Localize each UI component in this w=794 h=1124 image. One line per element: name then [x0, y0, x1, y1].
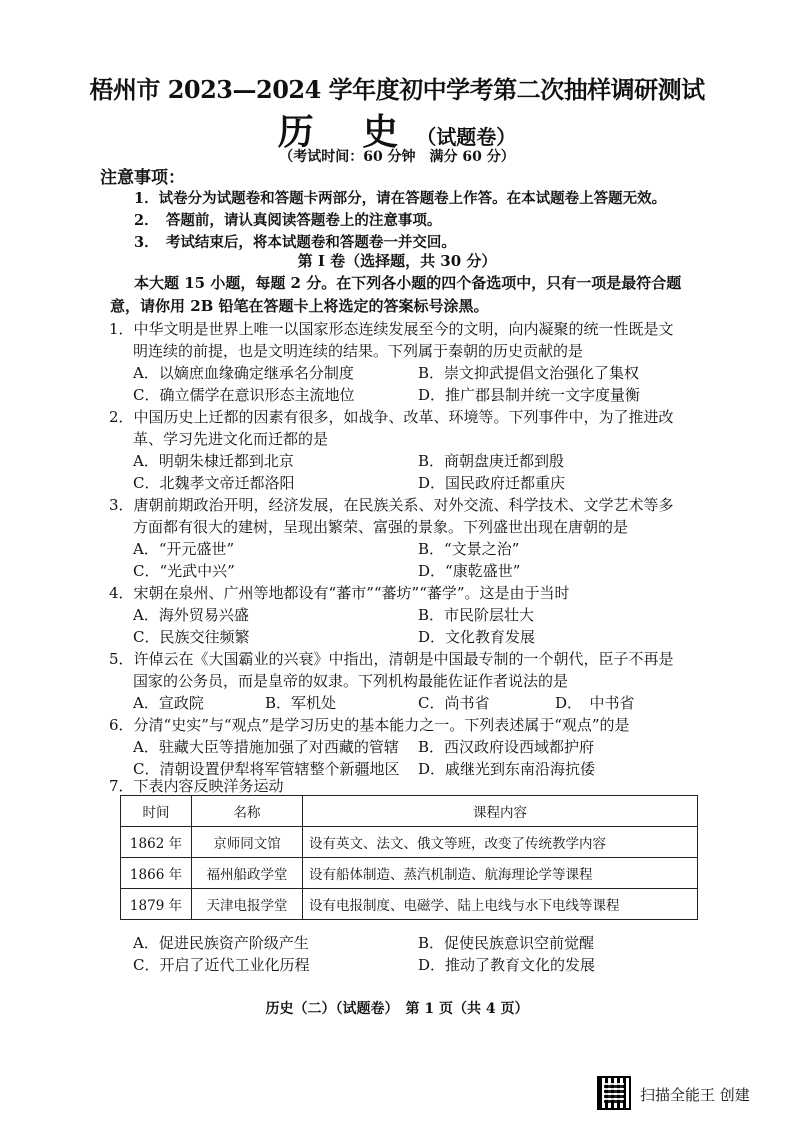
- option-c: C．清朝设置伊犁将军管辖整个新疆地区: [133, 760, 400, 778]
- table-cell: 1866 年: [121, 858, 192, 889]
- option-c: C．尚书省: [418, 694, 490, 712]
- option-c: C．“光武中兴”: [133, 562, 235, 580]
- table-cell: 1862 年: [121, 827, 192, 858]
- table-cell: 天津电报学堂: [192, 889, 303, 920]
- table-cell: 设有电报制度、电磁学、陆上电线与水下电线等课程: [303, 889, 698, 920]
- option-b: B．西汉政府设西域都护府: [418, 738, 595, 756]
- table-cell: 1879 年: [121, 889, 192, 920]
- option-a: A．“开元盛世”: [133, 540, 235, 558]
- option-b: B．促使民族意识空前觉醒: [418, 934, 595, 952]
- subject-name: 历 史: [277, 111, 417, 153]
- table-header-cell: 名称: [192, 796, 303, 827]
- page-footer: 历史（二）（试题卷） 第 1 页（共 4 页）: [265, 1001, 529, 1017]
- notice-item: 3． 考试结束后，将本试题卷和答题卷一并交回。: [134, 234, 456, 251]
- option-c: C．确立儒学在意识形态主流地位: [133, 386, 355, 404]
- option-b: B．商朝盘庚迁都到殷: [418, 452, 565, 470]
- option-d: D．戚继光到东南沿海抗倭: [418, 760, 596, 778]
- option-b: B．市民阶层壮大: [418, 606, 535, 624]
- option-d: D．推动了教育文化的发展: [418, 956, 596, 974]
- table-cell: 福州船政学堂: [192, 858, 303, 889]
- table-header-cell: 时间: [121, 796, 192, 827]
- table-row: [121, 827, 698, 858]
- question-stem: 国家的公务员，而是皇帝的奴隶。下列机构最能佐证作者说法的是: [133, 672, 569, 690]
- question-stem: 4．宋朝在泉州、广州等地都设有“蕃市”“蕃坊”“蕃学”。这是由于当时: [109, 584, 570, 602]
- question-stem: 2．中国历史上迁都的因素有很多，如战争、改革、环境等。下列事件中，为了推进改: [109, 408, 674, 426]
- option-b: B．“文景之治”: [418, 540, 520, 558]
- question-stem: 3．唐朝前期政治开明，经济发展，在民族关系、对外交流、科学技术、文学艺术等多: [109, 496, 674, 514]
- notice-item: 2． 答题前，请认真阅读答题卷上的注意事项。: [134, 212, 442, 229]
- question-stem: 7．下表内容反映洋务运动: [109, 777, 284, 795]
- westernization-table: [120, 795, 698, 920]
- question-stem: 6．分清“史实”与“观点”是学习历史的基本能力之一。下列表述属于“观点”的是: [109, 716, 630, 734]
- exam-title: 梧州市 2023—2024 学年度初中学考第二次抽样调研测试: [89, 75, 705, 104]
- table-cell: 设有船体制造、蒸汽机制造、航海理论学等课程: [303, 858, 698, 889]
- notice-item: 1．试卷分为试题卷和答题卡两部分，请在答题卷上作答。在本试题卷上答题无效。: [134, 190, 667, 207]
- notice-heading: 注意事项：: [100, 168, 185, 188]
- option-b: B．崇文抑武提倡文治强化了集权: [418, 364, 640, 382]
- question-stem: 方面都有很大的建树，呈现出繁荣、富强的景象。下列盛世出现在唐朝的是: [133, 518, 629, 536]
- subject-note: （试题卷）: [416, 125, 517, 149]
- table-cell: 设有英文、法文、俄文等班，改变了传统教学内容: [303, 827, 698, 858]
- question-stem: 1．中华文明是世界上唯一以国家形态连续发展至今的文明，向内凝聚的统一性既是文: [109, 320, 674, 338]
- section-title: 第 I 卷（选择题，共 30 分）: [297, 252, 497, 270]
- option-c: C．开启了近代工业化历程: [133, 956, 310, 974]
- exam-time-info: （考试时间：60 分钟 满分 60 分）: [279, 149, 515, 165]
- question-stem: 革、学习先进文化而迁都的是: [133, 430, 329, 448]
- table-header-row: [121, 796, 698, 827]
- question-stem: 5．许倬云在《大国霸业的兴衰》中指出，清朝是中国最专制的一个朝代，臣子不再是: [109, 650, 674, 668]
- option-c: C．北魏孝文帝迁都洛阳: [133, 474, 295, 492]
- table-row: [121, 858, 698, 889]
- option-a: A．明朝朱棣迁都到北京: [133, 452, 294, 470]
- option-d: D．“康乾盛世”: [418, 562, 521, 580]
- option-a: A．海外贸易兴盛: [133, 606, 249, 624]
- option-d: D．国民政府迁都重庆: [418, 474, 566, 492]
- option-a: A．驻藏大臣等措施加强了对西藏的管辖: [133, 738, 399, 756]
- table-row: [121, 889, 698, 920]
- option-a: A．宣政院: [133, 694, 204, 712]
- scanner-watermark: 扫描全能王 创建: [640, 1086, 750, 1104]
- table-header-cell: 课程内容: [303, 796, 698, 827]
- option-a: A．以嫡庶血缘确定继承名分制度: [133, 364, 354, 382]
- qr-code-icon: [597, 1076, 631, 1110]
- option-d: D．推广郡县制并统一文字度量衡: [418, 386, 641, 404]
- option-d: D．文化教育发展: [418, 628, 536, 646]
- section-instruction: 意，请你用 2B 铅笔在答题卡上将选定的答案标号涂黑。: [110, 297, 489, 315]
- option-d: D． 中书省: [555, 694, 635, 712]
- question-stem: 明连续的前提，也是文明连续的结果。下列属于秦朝的历史贡献的是: [133, 342, 584, 360]
- option-b: B．军机处: [265, 694, 337, 712]
- option-c: C．民族交往频繁: [133, 628, 250, 646]
- table-cell: 京师同文馆: [192, 827, 303, 858]
- option-a: A．促进民族资产阶级产生: [133, 934, 309, 952]
- section-instruction: 本大题 15 小题，每题 2 分。在下列各小题的四个备选项中，只有一项是最符合题: [134, 274, 682, 292]
